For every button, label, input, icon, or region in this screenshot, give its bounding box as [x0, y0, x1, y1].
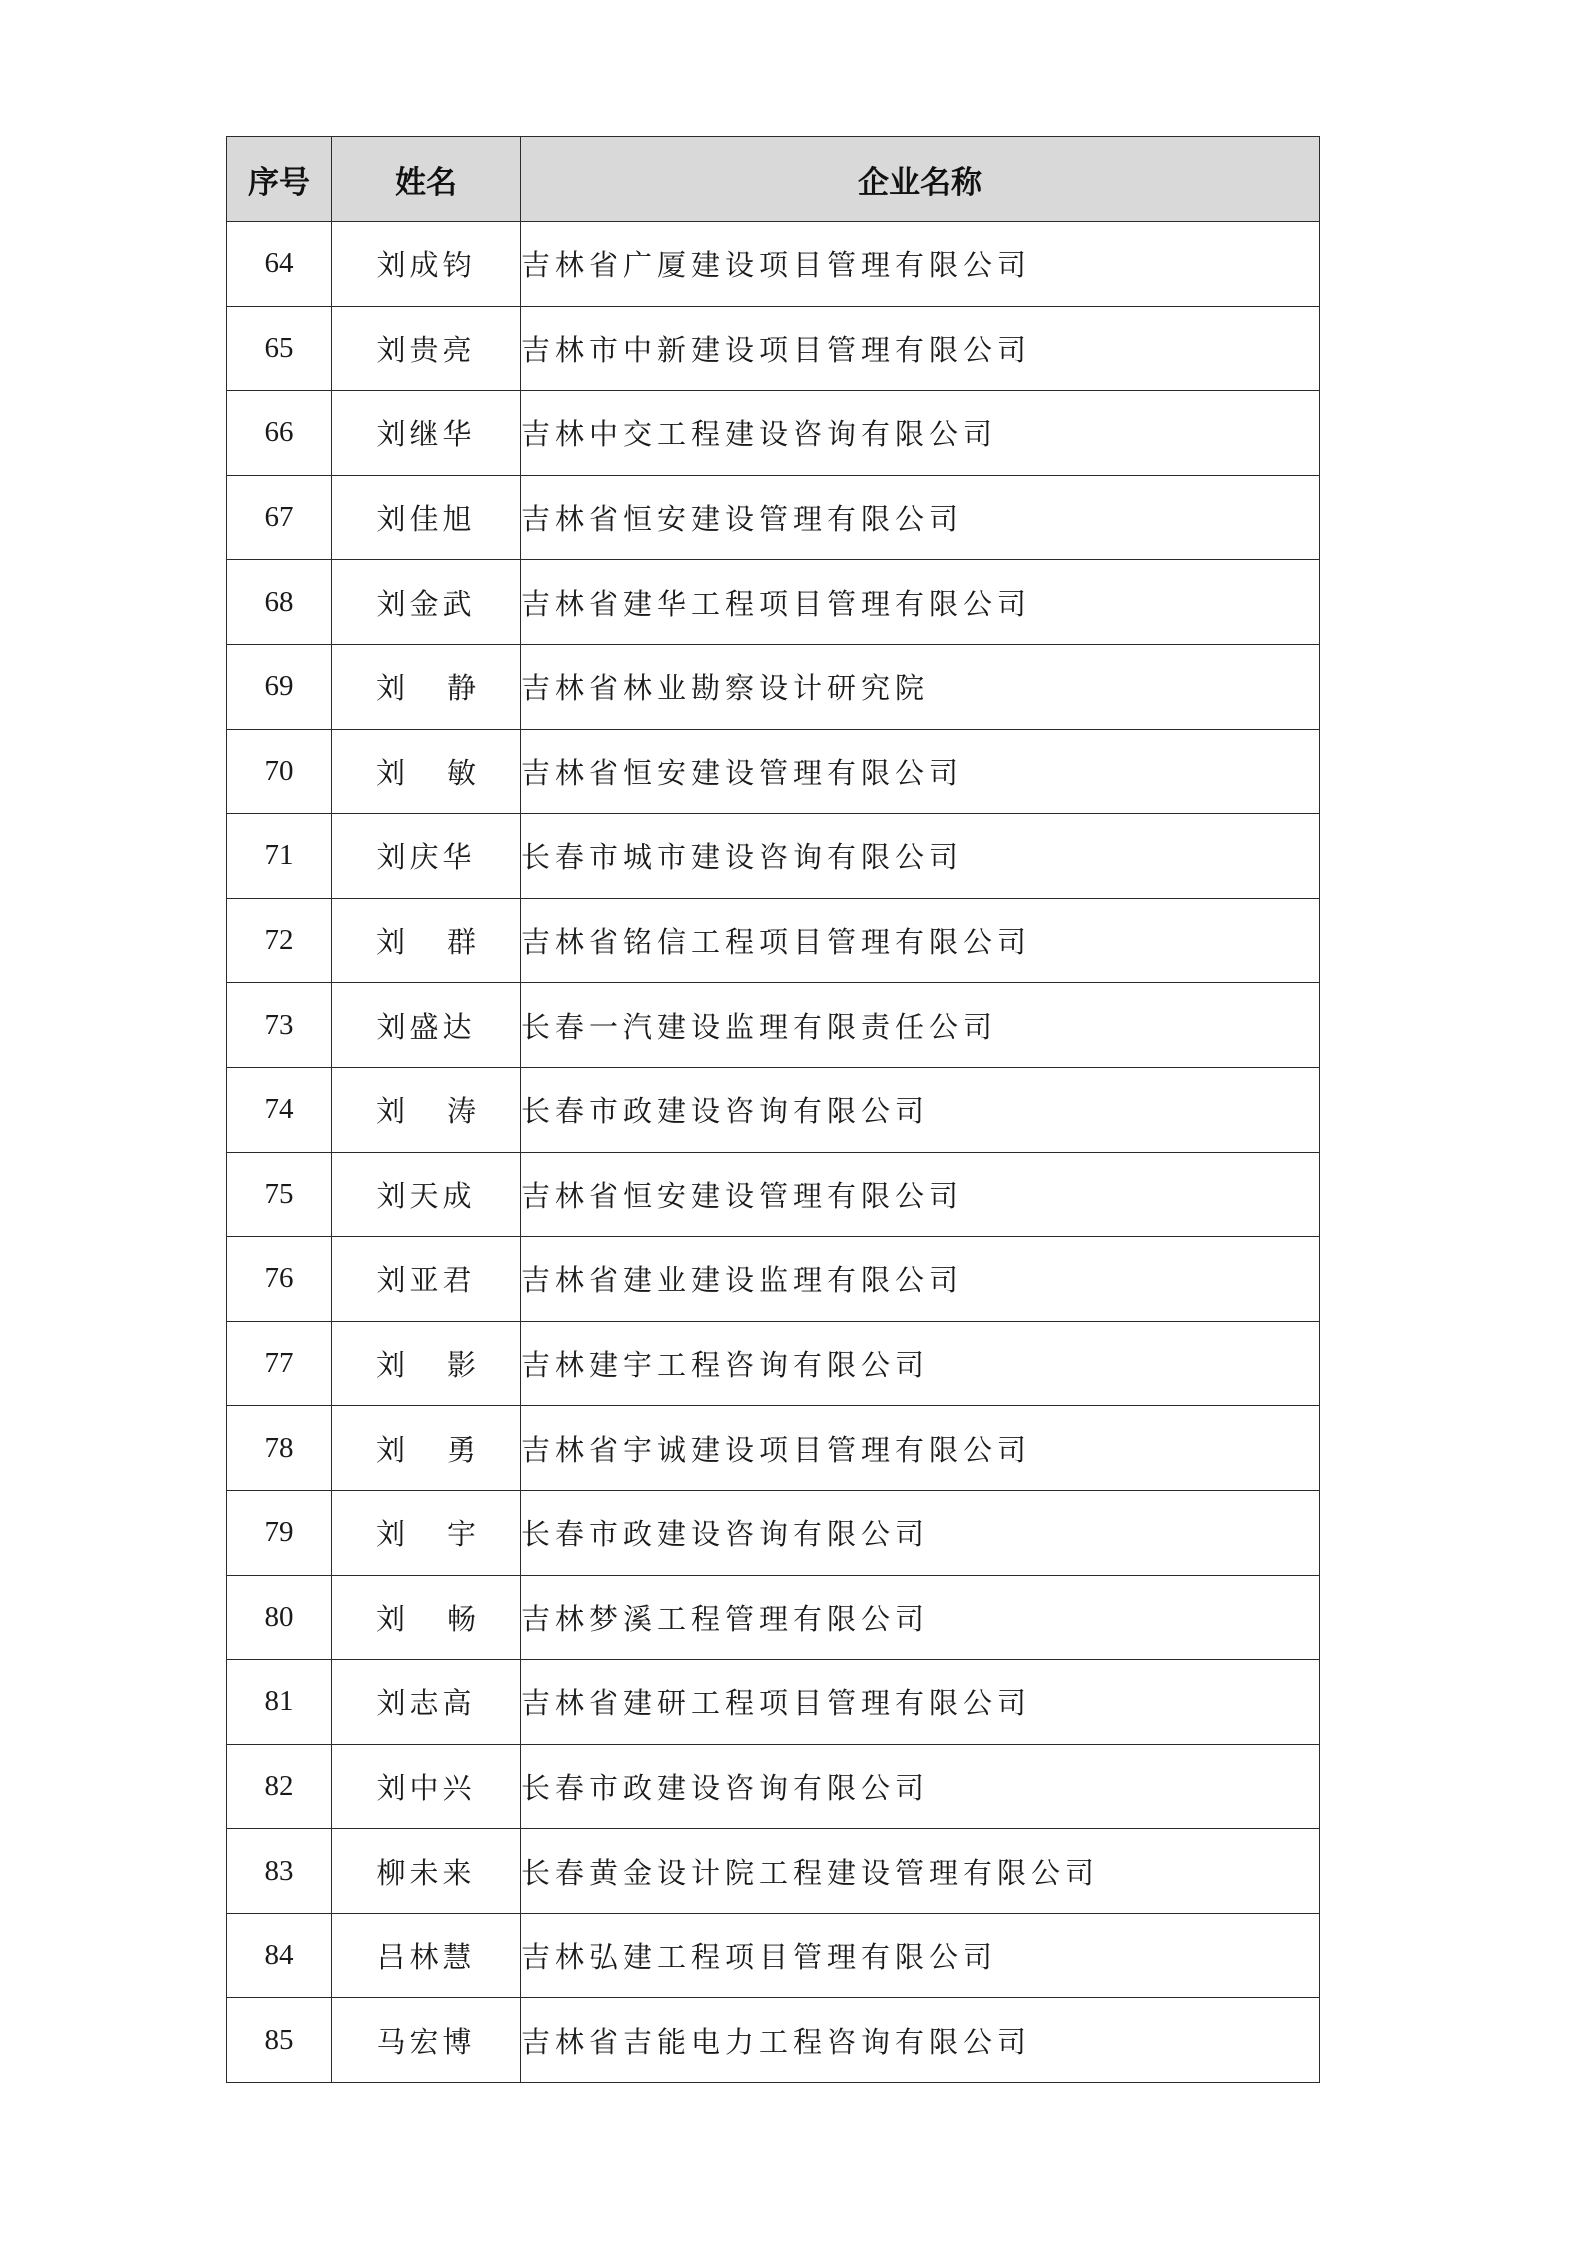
table-row [227, 1998, 1320, 2083]
row-name [332, 1321, 521, 1406]
row-company: 长春市政建设咨询有限公司 [521, 1490, 1320, 1575]
row-name [332, 1575, 521, 1660]
row-index: 66 [227, 391, 332, 476]
table-row [227, 1152, 1320, 1237]
row-name [332, 1406, 521, 1491]
row-name: 刘亚君 [332, 1237, 521, 1322]
table-row [227, 1490, 1320, 1575]
row-index: 83 [227, 1829, 332, 1914]
row-name [332, 1490, 521, 1575]
row-name: 柳未来 [332, 1829, 521, 1914]
header-row [227, 137, 1320, 222]
row-name [332, 644, 521, 729]
row-name: 刘志高 [332, 1660, 521, 1745]
row-name: 马宏博 [332, 1998, 521, 2083]
table-row [227, 1406, 1320, 1491]
row-company: 吉林梦溪工程管理有限公司 [521, 1575, 1320, 1660]
row-index: 82 [227, 1744, 332, 1829]
table-row [227, 1067, 1320, 1152]
row-company: 吉林省恒安建设管理有限公司 [521, 1152, 1320, 1237]
row-index: 69 [227, 644, 332, 729]
row-name: 刘天成 [332, 1152, 521, 1237]
row-index: 65 [227, 306, 332, 391]
row-index: 72 [227, 898, 332, 983]
table-row [227, 306, 1320, 391]
row-company: 吉林省广厦建设项目管理有限公司 [521, 222, 1320, 307]
table-row [227, 475, 1320, 560]
row-name [332, 729, 521, 814]
row-index: 84 [227, 1913, 332, 1998]
spaced-name: 刘涛 [375, 1094, 518, 1129]
row-company: 吉林省铭信工程项目管理有限公司 [521, 898, 1320, 983]
table-body [227, 222, 1320, 2083]
row-name: 刘佳旭 [332, 475, 521, 560]
table-row [227, 1829, 1320, 1914]
row-name: 刘金武 [332, 560, 521, 645]
table-row [227, 1913, 1320, 1998]
row-company: 吉林省建研工程项目管理有限公司 [521, 1660, 1320, 1745]
spaced-name: 刘宇 [375, 1517, 518, 1552]
row-index: 79 [227, 1490, 332, 1575]
table-row [227, 814, 1320, 899]
table-row [227, 983, 1320, 1068]
table-row [227, 729, 1320, 814]
row-name: 刘成钧 [332, 222, 521, 307]
spaced-name: 刘敏 [375, 755, 518, 790]
row-company: 吉林中交工程建设咨询有限公司 [521, 391, 1320, 476]
row-name: 刘贵亮 [332, 306, 521, 391]
table-row [227, 1744, 1320, 1829]
row-index: 85 [227, 1998, 332, 2083]
row-company: 吉林省建华工程项目管理有限公司 [521, 560, 1320, 645]
row-company: 吉林省宇诚建设项目管理有限公司 [521, 1406, 1320, 1491]
row-company: 吉林省恒安建设管理有限公司 [521, 475, 1320, 560]
spaced-name: 刘影 [375, 1348, 518, 1383]
row-index: 77 [227, 1321, 332, 1406]
table-row [227, 1321, 1320, 1406]
row-index: 80 [227, 1575, 332, 1660]
spaced-name: 刘群 [375, 925, 518, 960]
row-company: 长春市城市建设咨询有限公司 [521, 814, 1320, 899]
row-name [332, 1067, 521, 1152]
row-index: 78 [227, 1406, 332, 1491]
spaced-name: 刘畅 [375, 1601, 518, 1636]
table-row [227, 898, 1320, 983]
document-page [226, 136, 1319, 2083]
row-index: 68 [227, 560, 332, 645]
spaced-name: 刘勇 [375, 1432, 518, 1467]
header-company: 企业名称 [521, 137, 1320, 222]
row-name: 刘盛达 [332, 983, 521, 1068]
row-company: 吉林市中新建设项目管理有限公司 [521, 306, 1320, 391]
row-company: 长春市政建设咨询有限公司 [521, 1067, 1320, 1152]
table-row [227, 644, 1320, 729]
row-name: 刘继华 [332, 391, 521, 476]
row-index: 81 [227, 1660, 332, 1745]
row-index: 70 [227, 729, 332, 814]
table-row [227, 1237, 1320, 1322]
row-company: 吉林省恒安建设管理有限公司 [521, 729, 1320, 814]
row-name [332, 898, 521, 983]
table-row [227, 1575, 1320, 1660]
row-index: 76 [227, 1237, 332, 1322]
table-row [227, 1660, 1320, 1745]
spaced-name: 刘静 [375, 671, 518, 706]
row-index: 75 [227, 1152, 332, 1237]
table-row [227, 222, 1320, 307]
row-company: 吉林省林业勘察设计研究院 [521, 644, 1320, 729]
row-index: 73 [227, 983, 332, 1068]
row-index: 67 [227, 475, 332, 560]
table-row [227, 391, 1320, 476]
row-company: 吉林省吉能电力工程咨询有限公司 [521, 1998, 1320, 2083]
row-company: 吉林弘建工程项目管理有限公司 [521, 1913, 1320, 1998]
row-company: 吉林建宇工程咨询有限公司 [521, 1321, 1320, 1406]
row-company: 长春市政建设咨询有限公司 [521, 1744, 1320, 1829]
row-index: 64 [227, 222, 332, 307]
roster-table [226, 136, 1320, 2083]
row-name: 刘中兴 [332, 1744, 521, 1829]
row-company: 长春一汽建设监理有限责任公司 [521, 983, 1320, 1068]
row-company: 长春黄金设计院工程建设管理有限公司 [521, 1829, 1320, 1914]
header-name: 姓名 [332, 137, 521, 222]
row-index: 71 [227, 814, 332, 899]
table-row [227, 560, 1320, 645]
row-index: 74 [227, 1067, 332, 1152]
table-header [227, 137, 1320, 222]
header-index: 序号 [227, 137, 332, 222]
row-name: 吕林慧 [332, 1913, 521, 1998]
row-company: 吉林省建业建设监理有限公司 [521, 1237, 1320, 1322]
row-name: 刘庆华 [332, 814, 521, 899]
